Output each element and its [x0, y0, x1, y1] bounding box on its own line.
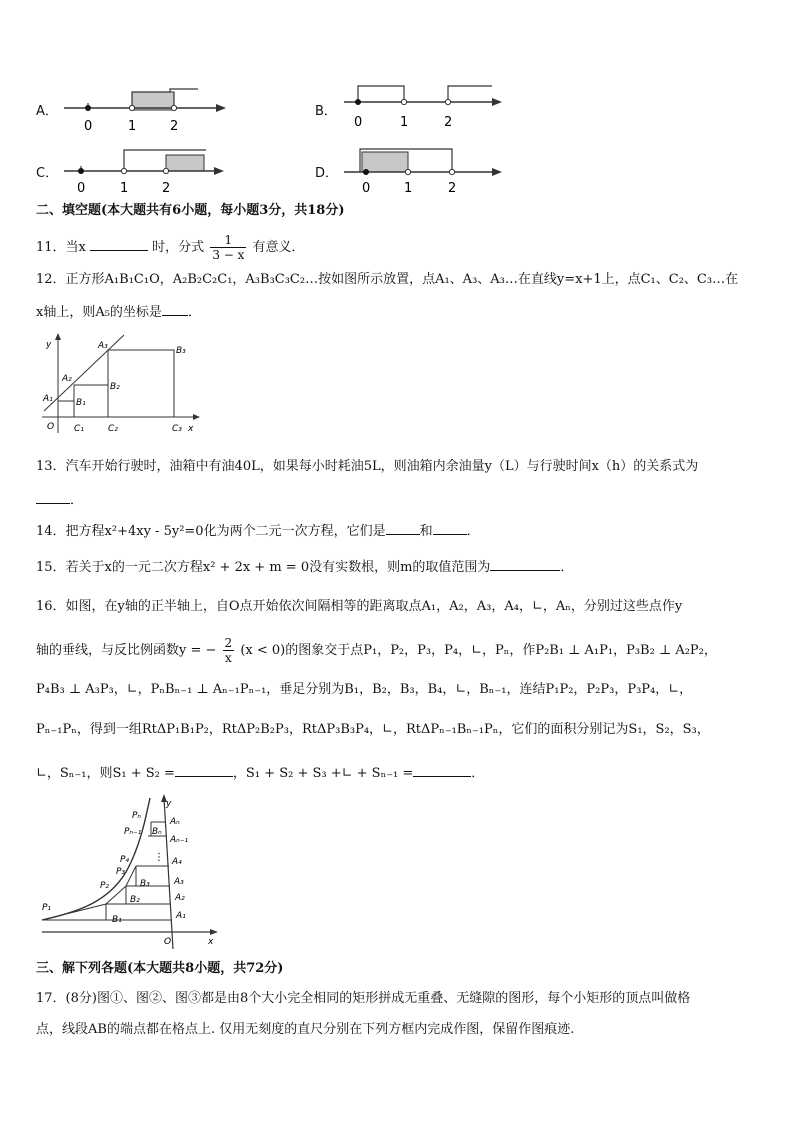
q16-line-2-text: 轴的垂线，与反比例函数y = − [36, 643, 217, 658]
label-a2: A₂ [175, 893, 185, 903]
q16-fraction [223, 636, 235, 665]
q16-line-2 [36, 636, 717, 665]
label-p1: P₁ [42, 903, 52, 913]
q14-suffix: ． [466, 524, 480, 539]
label-a3: A₃ [174, 877, 184, 887]
label-x: x [208, 937, 214, 947]
question-11 [36, 233, 305, 262]
label-o: O [47, 422, 55, 432]
q16-numerator: 2 [224, 636, 233, 650]
label-bn: Bₙ [152, 827, 162, 837]
question-15 [36, 557, 573, 577]
label-p3: P₃ [116, 867, 126, 877]
q13-answer-blank[interactable] [36, 490, 70, 504]
label-b3: B₃ [140, 879, 150, 889]
tick-0: 0 [84, 119, 93, 134]
label-pn-1: Pₙ₋₁ [124, 827, 142, 837]
label-c1: C₁ [74, 424, 84, 434]
q16-line-5-text: ∟，Sₙ₋₁，则S₁ + S₂ = [36, 766, 175, 781]
option-d-label[interactable]: D． [315, 166, 339, 181]
tick-1: 1 [404, 181, 413, 196]
q16-answer-blank-1[interactable] [175, 763, 233, 777]
label-b2: B₂ [130, 895, 140, 905]
label-p2: P₂ [100, 881, 110, 891]
q17-line-2: 点，线段AB的端点都在格点上. 仅用无刻度的直尺分别在下列方框内完成作图，保留作图痕迹. [36, 1022, 575, 1037]
option-a-label[interactable]: A． [36, 104, 58, 119]
label-a2: A₂ [62, 374, 72, 384]
q15-suffix: ． [560, 560, 574, 575]
q11-numerator: 1 [210, 233, 246, 248]
tick-0: 0 [77, 181, 86, 196]
tick-1: 1 [120, 181, 129, 196]
tick-1: 1 [128, 119, 137, 134]
q14-middle: 和 [419, 524, 433, 539]
label-b2: B₂ [110, 382, 120, 392]
q11-fraction [210, 233, 246, 262]
tick-0: 0 [354, 115, 363, 130]
q12-answer-blank[interactable] [162, 302, 188, 316]
label-a1: A₁ [43, 394, 53, 404]
q11-prefix: 11．当x [36, 240, 86, 255]
option-c-number-line [60, 142, 230, 198]
tick-2: 2 [444, 115, 453, 130]
q16-line-5 [36, 763, 484, 783]
tick-2: 2 [170, 119, 179, 134]
tick-1: 1 [400, 115, 409, 130]
q16-line-5-end: ． [471, 766, 485, 781]
q12-line-2-text: x轴上，则A₅的坐标是 [36, 305, 162, 320]
option-c-label[interactable]: C． [36, 166, 59, 181]
q14-answer-blank-2[interactable] [433, 521, 467, 535]
section-2-heading: 二、填空题(本大题共有6小题，每小题3分，共18分) [36, 203, 345, 218]
label-pn: Pₙ [132, 811, 142, 821]
dots: ⋮ [154, 852, 164, 863]
q16-answer-blank-2[interactable] [413, 763, 471, 777]
label-c2: C₂ [108, 424, 118, 434]
label-a3: A₃ [98, 341, 108, 351]
label-y: y [46, 340, 52, 350]
q12-line-2-end: ． [187, 305, 201, 320]
label-c3: C₃ [172, 424, 182, 434]
label-b3: B₃ [176, 346, 186, 356]
q13-line-2 [36, 490, 83, 510]
q12-figure [38, 333, 204, 437]
q11-answer-blank[interactable] [90, 237, 148, 251]
label-a4: A₄ [172, 857, 182, 867]
q14-prefix: 14．把方程x²+4xy - 5y²=0化为两个二元一次方程，它们是 [36, 524, 386, 539]
q14-answer-blank-1[interactable] [386, 521, 420, 535]
q16-figure [38, 794, 224, 950]
label-b1: B₁ [112, 915, 122, 925]
q16-line-1: 16．如图，在y轴的正半轴上，自O点开始依次间隔相等的距离取点A₁，A₂，A₃，A₄，∟，Aₙ，分别过这些点作y [36, 599, 683, 614]
q11-suffix: 有意义． [252, 240, 305, 255]
label-x: x [188, 424, 194, 434]
q11-denominator: 3 − x [212, 248, 245, 262]
q15-answer-blank[interactable] [490, 557, 560, 571]
tick-0: 0 [362, 181, 371, 196]
label-b1: B₁ [76, 398, 86, 408]
q16-denominator: x [224, 651, 232, 665]
label-o: O [164, 937, 172, 947]
label-y: y [166, 799, 172, 809]
q13-line-1: 13．汽车开始行驶时，油箱中有油40L，如果每小时耗油5L，则油箱内余油量y（L）与行驶时间x（h）的关系式为 [36, 459, 699, 474]
tick-2: 2 [448, 181, 457, 196]
q15-prefix: 15．若关于x的一元二次方程x² + 2x + m = 0没有实数根，则m的取值范围为 [36, 560, 491, 575]
label-a1: A₁ [176, 911, 186, 921]
tick-2: 2 [162, 181, 171, 196]
q12-line-2 [36, 302, 201, 322]
option-a-number-line [60, 80, 230, 136]
q12-line-1: 12．正方形A₁B₁C₁O，A₂B₂C₂C₁，A₃B₃C₃C₂…按如图所示放置，点A₁、A₃、A₃…在直线y=x+1上，点C₁、C₂、C₃…在 [36, 272, 739, 287]
option-b-number-line [340, 80, 510, 136]
label-p4: P₄ [120, 855, 130, 865]
q13-line-2-end: ． [70, 493, 84, 508]
q16-line-3: P₄B₃ ⊥ A₃P₃，∟，PₙBₙ₋₁ ⊥ Aₙ₋₁Pₙ₋₁，垂足分别为B₁，B₂，B₃，B₄，∟，Bₙ₋₁，连结P₁P₂，P₂P₃，P₃P₄，∟， [36, 682, 693, 697]
section-3-heading: 三、解下列各题(本大题共8小题，共72分) [36, 961, 284, 976]
label-an: Aₙ [170, 817, 180, 827]
q16-line-4: Pₙ₋₁Pₙ，得到一组RtΔP₁B₁P₂，RtΔP₂B₂P₃，RtΔP₃B₃P₄，∟，RtΔPₙ₋₁Bₙ₋₁Pₙ，它们的面积分别记为S₁，S₂，S₃， [36, 722, 710, 737]
question-14 [36, 521, 480, 541]
q16-line-5-mid: ，S₁ + S₂ + S₃ +∟ + Sₙ₋₁ = [232, 766, 414, 781]
option-b-label[interactable]: B． [315, 104, 337, 119]
q17-line-1: 17．(8分)图①、图②、图③都是由8个大小完全相同的矩形拼成无重叠、无缝隙的图形，每个小矩形的顶点叫做格 [36, 991, 691, 1006]
q11-middle: 时，分式 [152, 240, 205, 255]
label-an-1: Aₙ₋₁ [170, 835, 189, 845]
option-d-number-line [340, 142, 510, 198]
q16-line-2-rest: (x < 0)的图象交于点P₁，P₂，P₃，P₄，∟，Pₙ，作P₂B₁ ⊥ A₁P₁，P₃B₂ ⊥ A₂P₂， [240, 643, 717, 658]
